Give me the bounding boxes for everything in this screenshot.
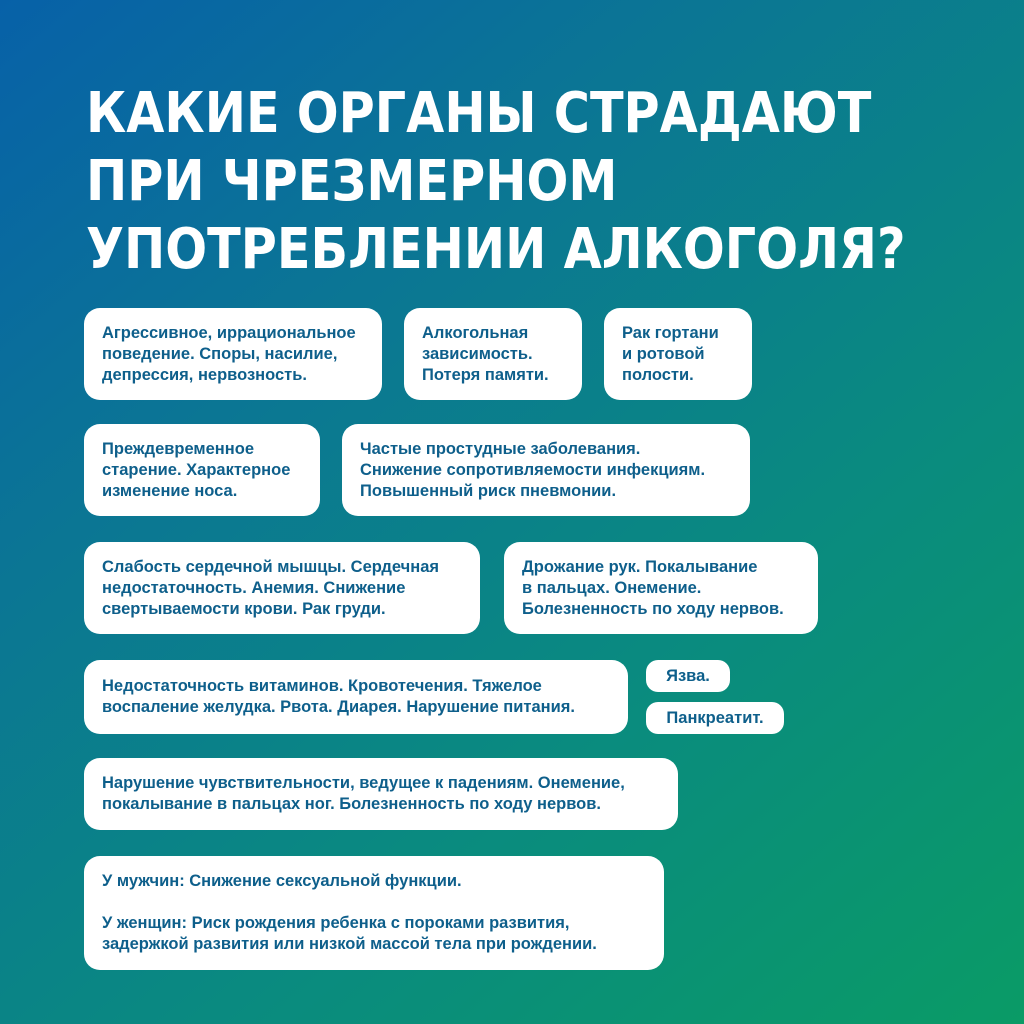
card-text-line: старение. Характерное	[102, 460, 291, 479]
card-text-line: Болезненность по ходу нервов.	[522, 599, 784, 618]
paragraph-gap	[102, 892, 646, 913]
card-text-line: Потеря памяти.	[422, 365, 549, 384]
card-text-line: Нарушение чувствительности, ведущее к падениям. Онемение,	[102, 774, 625, 792]
card-text-line: Рак гортани	[622, 323, 719, 342]
nerves-card	[504, 542, 818, 634]
dependence-card	[404, 308, 582, 400]
card-text-line: покалывание в пальцах ног. Болезненность по ходу нервов.	[102, 795, 601, 813]
card-text-line: Преждевременное	[102, 439, 254, 458]
immunity-card	[342, 424, 750, 516]
reproduction-card	[84, 856, 664, 970]
card-text-line: поведение. Споры, насилие,	[102, 344, 338, 363]
card-text-line: Дрожание рук. Покалывание	[522, 557, 758, 576]
title-line-1: КАКИЕ ОРГАНЫ СТРАДАЮТ	[86, 81, 872, 146]
page-title	[86, 80, 906, 284]
card-text-line: Частые простудные заболевания.	[360, 439, 641, 458]
card-text-line: и ротовой	[622, 344, 705, 363]
card-text-line: недостаточность. Анемия. Снижение	[102, 578, 406, 597]
card-text-line: воспаление желудка. Рвота. Диарея. Нарушение питания.	[102, 698, 575, 716]
card-text-line: полости.	[622, 365, 694, 384]
throat-cancer-card	[604, 308, 752, 400]
legs-card	[84, 758, 678, 830]
card-text-line: Алкогольная	[422, 323, 529, 342]
card-text-line: зависимость.	[422, 344, 533, 363]
card-text-line: в пальцах. Онемение.	[522, 578, 702, 597]
card-text-line: Снижение сопротивляемости инфекциям.	[360, 460, 706, 479]
title-line-3: УПОТРЕБЛЕНИИ АЛКОГОЛЯ?	[86, 217, 906, 282]
women-effects-text: задержкой развития или низкой массой тела при рождении.	[102, 935, 597, 953]
card-text-line: свертываемости крови. Рак груди.	[102, 599, 386, 618]
card-text-line: изменение носа.	[102, 481, 238, 500]
women-effects-text: У женщин: Риск рождения ребенка с пороками развития,	[102, 914, 570, 932]
stomach-card	[84, 660, 628, 734]
pancreatitis-pill	[646, 702, 784, 734]
card-text-line: Слабость сердечной мышцы. Сердечная	[102, 557, 440, 576]
aging-card	[84, 424, 320, 516]
card-text-line: депрессия, нервозность.	[102, 365, 307, 384]
card-text-line: Недостаточность витаминов. Кровотечения. Тяжелое	[102, 677, 542, 695]
title-line-2: ПРИ ЧРЕЗМЕРНОМ	[86, 149, 618, 214]
brain-effects-card	[84, 308, 382, 400]
heart-card	[84, 542, 480, 634]
card-text-line: Повышенный риск пневмонии.	[360, 481, 617, 500]
ulcer-pill	[646, 660, 730, 692]
card-text-line: Агрессивное, иррациональное	[102, 323, 356, 342]
pill-text: Язва.	[666, 666, 710, 685]
pill-text: Панкреатит.	[666, 708, 764, 727]
men-effects-text: У мужчин: Снижение сексуальной функции.	[102, 872, 462, 890]
